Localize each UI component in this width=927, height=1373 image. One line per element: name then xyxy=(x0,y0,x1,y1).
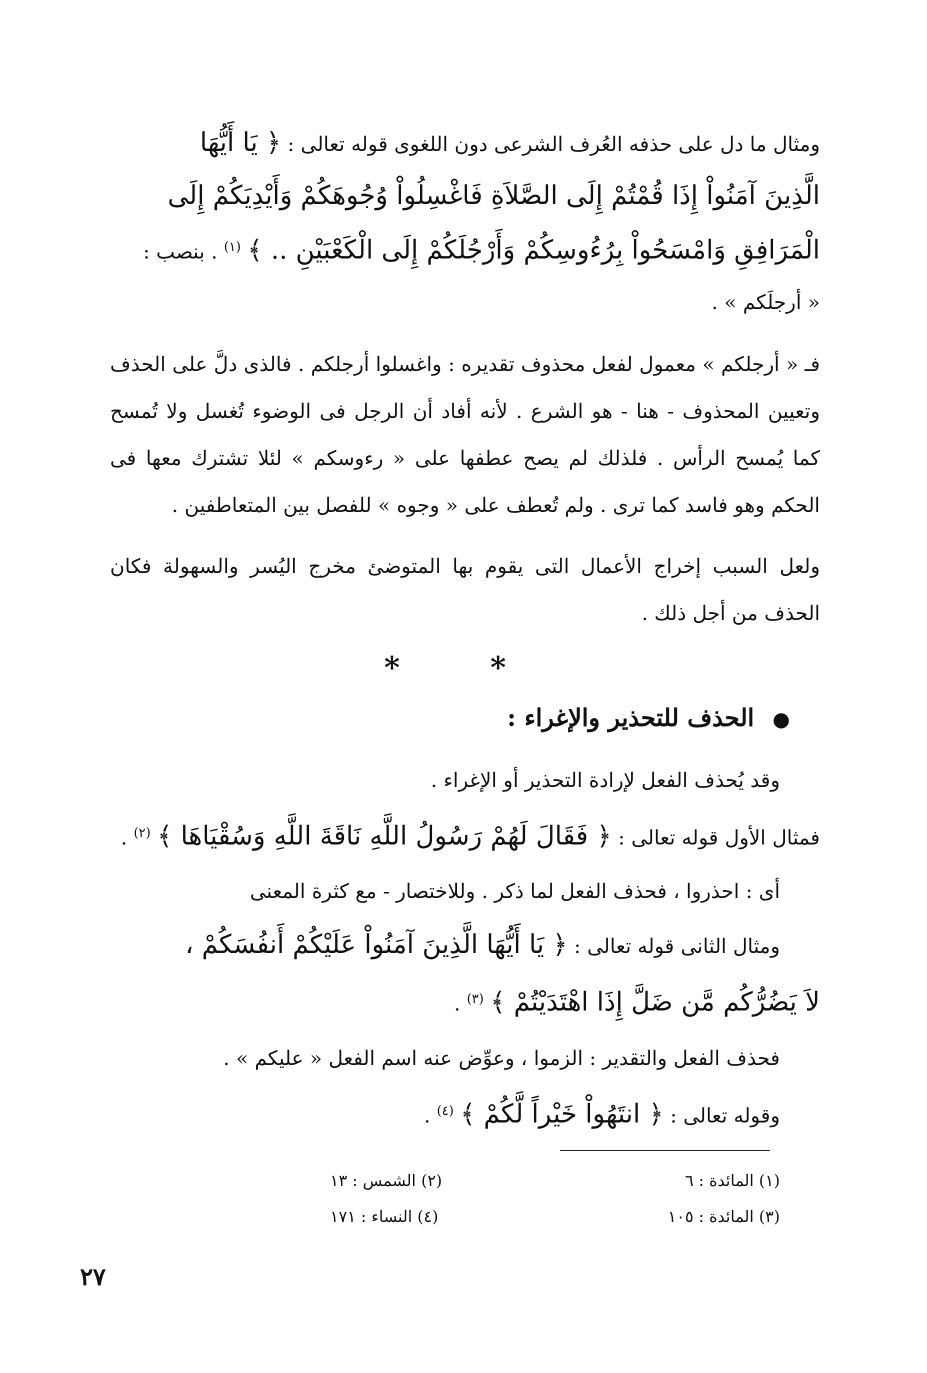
bullet-icon: ● xyxy=(772,706,790,731)
page-body xyxy=(110,118,820,1143)
section-line-5 xyxy=(110,973,820,1031)
p1-verse-line-2: الَّذِينَ آمَنُواْ إِذَا قُمْتُمْ إِلَى الصَّلاَةِ فَاغْسِلُواْ وُجُوهَكُمْ وَأَيْدِيَكُمْ إِلَى xyxy=(167,181,820,211)
example-1-end: . xyxy=(120,825,128,850)
footnote-2: (٢) الشمس : ١٣ xyxy=(330,1171,443,1190)
footnote-divider xyxy=(560,1150,770,1151)
example-1-verse: ﴿ فَقَالَ لَهُمْ رَسُولُ اللَّهِ نَاقَةَ اللَّهِ وَسُقْيَاهَا ﴾ xyxy=(157,821,612,852)
example-3-intro: وقوله تعالى : xyxy=(670,1103,780,1128)
p1-tail-2: « أرجلَكم » . xyxy=(711,289,820,314)
section-line-2 xyxy=(110,807,820,865)
footnote-row-2 xyxy=(330,1199,780,1235)
footnote-ref-4: (٤) xyxy=(436,1103,454,1119)
paragraph-reason: ولعل السبب إخراج الأعمال التى يقوم بها المتوضئ مخرج اليُسر والسهولة فكان الحذف من أجل ذلك . xyxy=(110,553,820,625)
p1-tail: . بنصب : xyxy=(143,239,218,264)
p1-intro: ومثال ما دل على حذفه العُرف الشرعى دون اللغوى قوله تعالى : xyxy=(287,132,820,156)
footnote-4: (٤) النساء : ١٧١ xyxy=(330,1207,439,1226)
footnote-ref-3: (٣) xyxy=(466,992,484,1008)
footnote-ref-2: (٢) xyxy=(133,825,151,841)
section-line-4 xyxy=(110,918,820,973)
footnote-3: (٣) المائدة : ١٠٥ xyxy=(667,1207,780,1226)
example-2-verse-b: لاَ يَضُرُّكُم مَّن ضَلَّ إِذَا اهْتَدَيْتُمْ ﴾ xyxy=(490,987,820,1018)
p1-verse-start: ﴿ يَا أَيُّهَا xyxy=(199,128,282,158)
example-1-intro: فمثال الأول قوله تعالى : xyxy=(618,825,820,850)
example-2-verse-a: ﴿ يَا أَيُّهَا الَّذِينَ آمَنُواْ عَلَيْكُمْ أَنفُسَكُمْ ، xyxy=(185,930,568,961)
section-heading xyxy=(110,694,820,743)
section-heading-text: الحذف للتحذير والإغراء : xyxy=(507,702,755,732)
section-line-1: وقد يُحذف الفعل لإرادة التحذير أو الإغراء . xyxy=(430,767,780,792)
footnote-1: (١) المائدة : ٦ xyxy=(684,1171,780,1190)
p1-verse-line-3: الْمَرَافِقِ وَامْسَحُواْ بِرُءُوسِكُمْ وَأَرْجُلَكُمْ إِلَى الْكَعْبَيْنِ .. ﴾ xyxy=(247,235,820,266)
example-2-intro: ومثال الثانى قوله تعالى : xyxy=(574,934,780,959)
page-number: ٢٧ xyxy=(80,1262,106,1291)
footnote-ref-1: (١) xyxy=(223,240,241,255)
paragraph-ablution-example xyxy=(110,118,820,327)
example-2-end: . xyxy=(453,991,461,1016)
section-separator: * * xyxy=(384,650,546,686)
example-3-end: . xyxy=(423,1103,431,1128)
section-line-6: فحذف الفعل والتقدير : الزموا ، وعوِّض عنه اسم الفعل « عليكم » . xyxy=(223,1045,780,1070)
paragraph-arjulakum-explanation: فـ « أرجلكم » معمول لفعل محذوف تقديره : واغسلوا أرجلكم . فالذى دلَّ على الحذف وتعيين المحذوف - هنا - هو الشرع . لأنه أفاد أن الرجل فى الوضوء تُغسل ولا تُمسح كما يُمسح الرأس . فلذلك لم يصح عطفها على « رءوسكم » لئلا تشترك معها فى الحكم وهو فاسد كما ترى . ولم تُعطف على « وجوه » للفصل بين المتعاطفين . xyxy=(110,351,820,517)
footnotes xyxy=(330,1163,780,1235)
section-line-3: أى : احذروا ، فحذف الفعل لما ذكر . وللاختصار - مع كثرة المعنى xyxy=(249,879,780,904)
footnote-row-1 xyxy=(330,1163,780,1199)
example-3-verse: ﴿ انتَهُواْ خَيْراً لَّكُمْ ﴾ xyxy=(460,1099,664,1130)
section-line-7 xyxy=(110,1085,820,1143)
